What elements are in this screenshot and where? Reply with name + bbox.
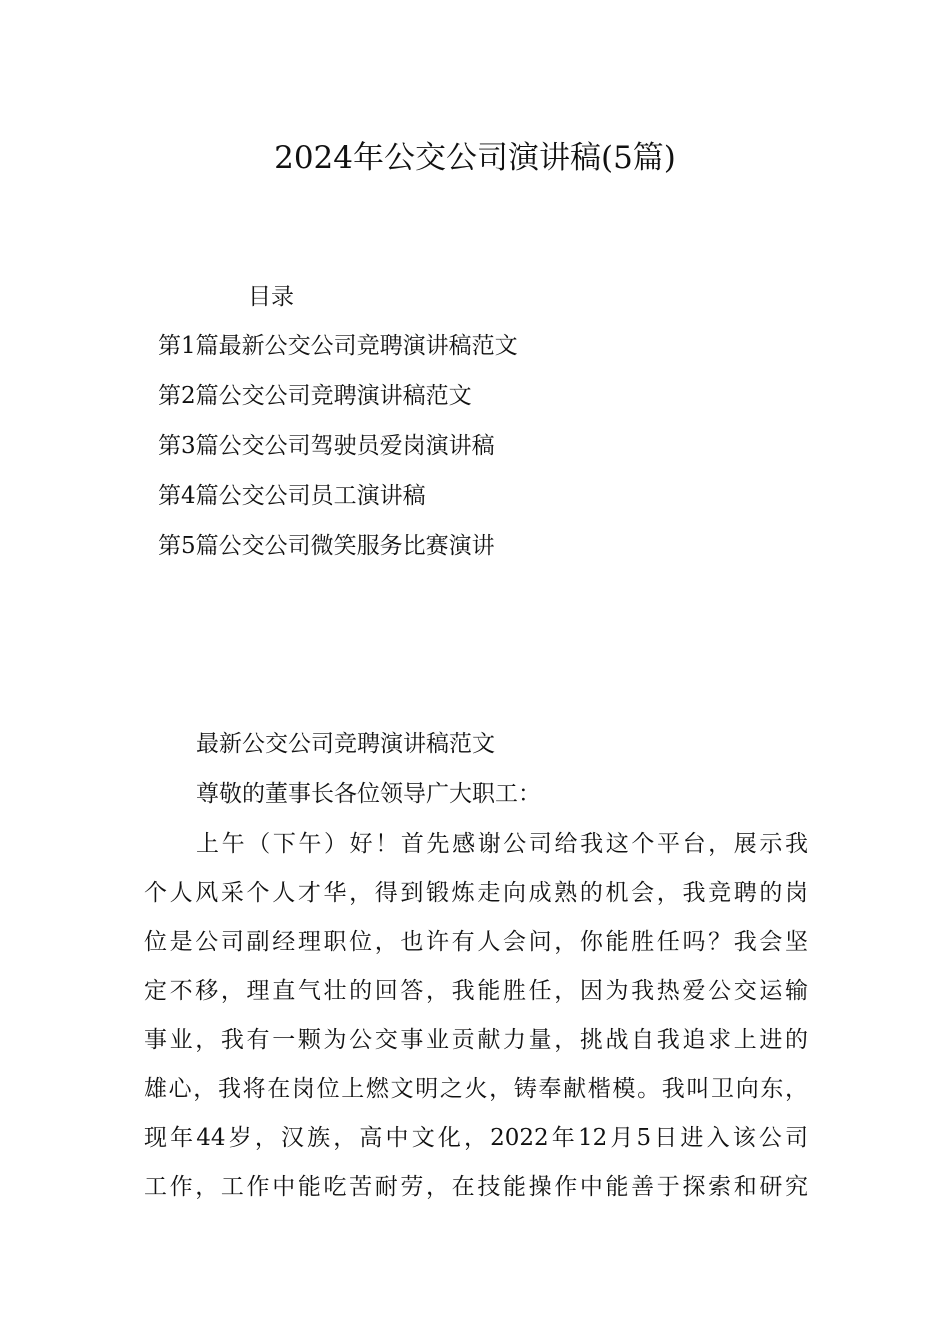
body-paragraph — [144, 828, 808, 1220]
body-line-6: 雄心，我将在岗位上燃文明之火，铸奉献楷模。我叫卫向东， — [144, 1076, 808, 1102]
body-line-7: 现年44岁，汉族，高中文化，2022年12月5日进入该公司 — [144, 1125, 808, 1151]
body-line-4: 定不移，理直气壮的回答，我能胜任，因为我热爱公交运输 — [144, 978, 808, 1004]
section-title: 最新公交公司竞聘演讲稿范文 — [196, 731, 495, 757]
toc-item-5[interactable]: 第5篇公交公司微笑服务比赛演讲 — [158, 533, 495, 559]
body-line-8: 工作，工作中能吃苦耐劳，在技能操作中能善于探索和研究 — [144, 1174, 808, 1200]
body-line-1: 上午（下午）好！首先感谢公司给我这个平台，展示我 — [196, 831, 808, 857]
table-of-contents — [158, 330, 518, 580]
toc-item-1[interactable]: 第1篇最新公交公司竞聘演讲稿范文 — [158, 333, 518, 359]
toc-item-3[interactable]: 第3篇公交公司驾驶员爱岗演讲稿 — [158, 433, 495, 459]
body-line-2: 个人风采个人才华，得到锻炼走向成熟的机会，我竞聘的岗 — [144, 880, 808, 906]
salutation: 尊敬的董事长各位领导广大职工： — [196, 781, 541, 807]
document-title: 2024年公交公司演讲稿(5篇) — [274, 140, 676, 176]
toc-item-2[interactable]: 第2篇公交公司竞聘演讲稿范文 — [158, 383, 472, 409]
toc-heading: 目录 — [248, 284, 294, 310]
toc-item-4[interactable]: 第4篇公交公司员工演讲稿 — [158, 483, 426, 509]
body-line-3: 位是公司副经理职位，也许有人会问，你能胜任吗？我会坚 — [144, 929, 808, 955]
body-line-5: 事业，我有一颗为公交事业贡献力量，挑战自我追求上进的 — [144, 1027, 808, 1053]
